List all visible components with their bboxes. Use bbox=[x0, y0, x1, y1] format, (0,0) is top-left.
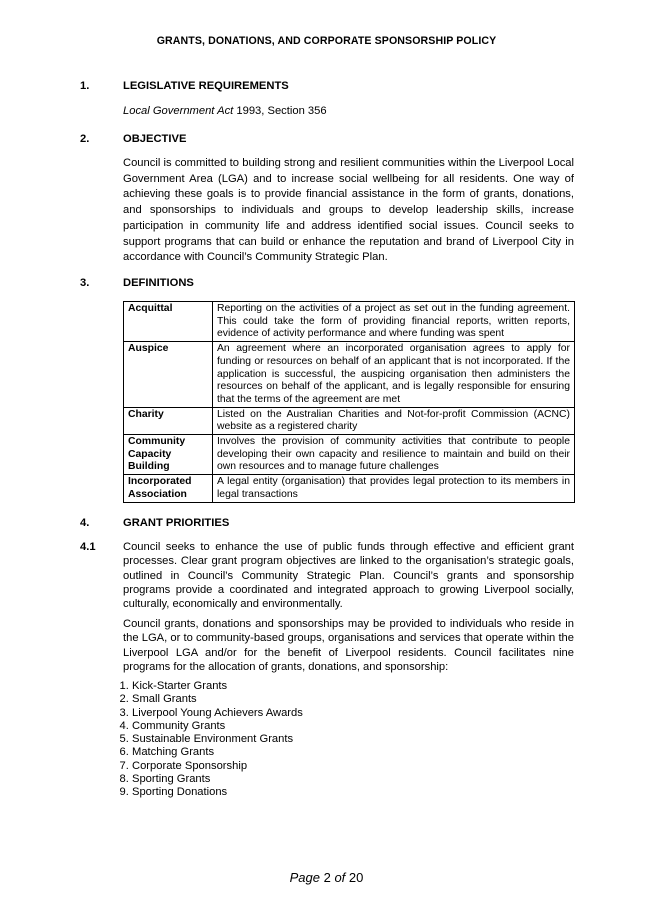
definition-row bbox=[124, 407, 575, 434]
definition-row bbox=[124, 475, 575, 502]
list-item: 9. Sporting Donations bbox=[132, 786, 303, 799]
list-item: 3. Liverpool Young Achievers Awards bbox=[132, 707, 303, 720]
objective-text: Council is committed to building strong and resilient communities within the Liverpool Local Government Area (LGA) and to increase social wellbeing for all residents. One way of achieving these goals is to provide financial assistance in the form of grants, donations, and sponsorships to individuals and groups to develop leadership skills, increase participation in community life and address identified social issues. Council seeks to support programs that can build or enhance the reputation and brand of Liverpool City in accordance with Council’s Community Strategic Plan. bbox=[123, 157, 574, 264]
section-number-objective: 2. bbox=[80, 133, 90, 145]
section-heading-legislative: LEGISLATIVE REQUIREMENTS bbox=[123, 80, 289, 92]
section-heading-definitions: DEFINITIONS bbox=[123, 277, 194, 289]
definition-text: Reporting on the activities of a project as set out in the funding agreement. This could take the form of providing financial reports, written reports, evidence of activity performance and where funding was spent bbox=[213, 302, 575, 342]
list-item: 1. Kick-Starter Grants bbox=[132, 680, 303, 693]
definition-text: An agreement where an incorporated organisation agrees to apply for funding or resources on behalf of an applicant that is not incorporated. If the application is successful, the auspicing organisation then administers the resources on behalf of the applicant, and is legally responsible for ensuring that the terms of the agreement are met bbox=[213, 342, 575, 408]
priorities-text-1: Council seeks to enhance the use of public funds through effective and efficient grant processes. Clear grant program objectives are linked to the organisation’s strategic goals, outlined in Council’s Community Strategic Plan. Council’s grants and sponsorship programs provide a coordinated and integrated approach to growing Liverpool socially, culturally, economically and environmentally. bbox=[123, 541, 574, 611]
page-current: 2 bbox=[323, 870, 331, 885]
page-total: 20 bbox=[348, 870, 364, 885]
definition-text: Listed on the Australian Charities and Not-for-profit Commission (ACNC) website as a registered charity bbox=[213, 407, 575, 434]
legislation-reference bbox=[123, 104, 574, 120]
section-number-priorities: 4. bbox=[80, 517, 90, 529]
definitions-table bbox=[123, 301, 575, 503]
definition-term: Community Capacity Building bbox=[124, 435, 213, 475]
list-item: 8. Sporting Grants bbox=[132, 773, 303, 786]
act-name: Local Government Act bbox=[123, 105, 234, 117]
definition-term: Auspice bbox=[124, 342, 213, 408]
page-footer bbox=[0, 870, 653, 885]
page-word: Page bbox=[289, 870, 320, 885]
subsection-number: 4.1 bbox=[80, 541, 96, 553]
act-detail: 1993, Section 356 bbox=[233, 105, 327, 117]
definition-term: Charity bbox=[124, 407, 213, 434]
of-word: of bbox=[334, 870, 346, 885]
programs-list bbox=[102, 680, 303, 800]
definition-term: Acquittal bbox=[124, 302, 213, 342]
objective-paragraph bbox=[123, 156, 574, 266]
definition-text: A legal entity (organisation) that provides legal protection to its members in legal transactions bbox=[213, 475, 575, 502]
definition-row bbox=[124, 435, 575, 475]
section-heading-priorities: GRANT PRIORITIES bbox=[123, 517, 230, 529]
definition-row bbox=[124, 342, 575, 408]
section-number-legislative: 1. bbox=[80, 80, 90, 92]
list-item: 7. Corporate Sponsorship bbox=[132, 760, 303, 773]
list-item: 4. Community Grants bbox=[132, 720, 303, 733]
definition-term: Incorporated Association bbox=[124, 475, 213, 502]
priorities-paragraph-2 bbox=[123, 617, 574, 674]
list-item: 2. Small Grants bbox=[132, 693, 303, 706]
section-number-definitions: 3. bbox=[80, 277, 90, 289]
definition-row bbox=[124, 302, 575, 342]
list-item: 6. Matching Grants bbox=[132, 746, 303, 759]
definition-text: Involves the provision of community activities that contribute to people developing their own capacity and resilience to maintain and build on their own resources and to manage future challenges bbox=[213, 435, 575, 475]
priorities-paragraph-1 bbox=[123, 540, 574, 611]
priorities-text-2: Council grants, donations and sponsorships may be provided to individuals who reside in the LGA, or to community-based groups, organisations and services that operate within the Liverpool LGA and/or for the benefit of Liverpool residents. Council facilitates nine programs for the allocation of grants, donations, and sponsorship: bbox=[123, 618, 574, 673]
list-item: 5. Sustainable Environment Grants bbox=[132, 733, 303, 746]
section-heading-objective: OBJECTIVE bbox=[123, 133, 187, 145]
page-header-title: GRANTS, DONATIONS, AND CORPORATE SPONSORSHIP POLICY bbox=[156, 35, 497, 47]
